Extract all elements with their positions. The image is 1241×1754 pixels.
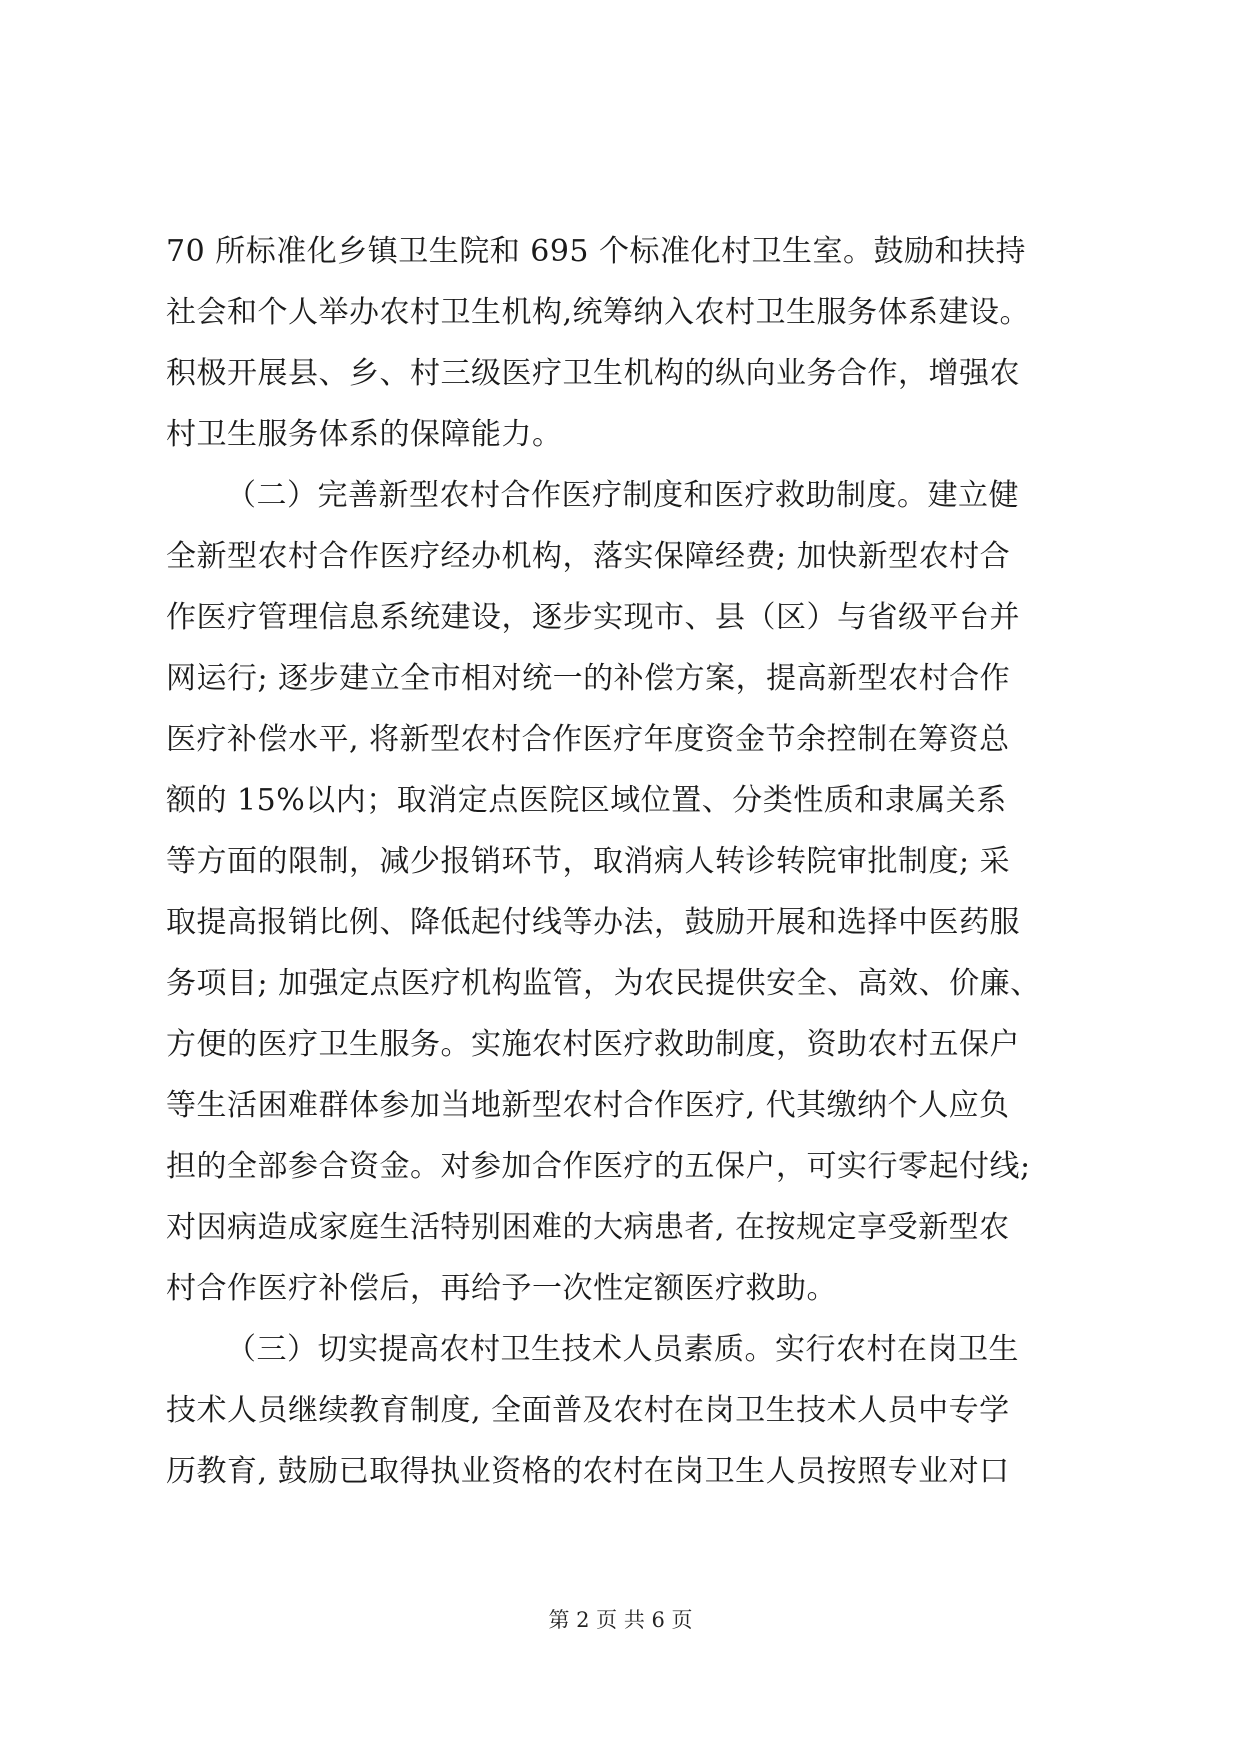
text-line: 额的 15%以内；取消定点医院区域位置、分类性质和隶属关系 [166, 783, 1007, 818]
text-line: 历教育, 鼓励已取得执业资格的农村在岗卫生人员按照专业对口 [166, 1454, 1010, 1489]
text-line: 70 所标准化乡镇卫生院和 695 个标准化村卫生室。鼓励和扶持 [166, 234, 1027, 269]
text-line: 积极开展县、乡、村三级医疗卫生机构的纵向业务合作，增强农 [166, 356, 1020, 391]
text-line: 等方面的限制，减少报销环节，取消病人转诊转院审批制度; 采 [166, 844, 1011, 879]
page-footer: 第 2 页 共 6 页 [548, 1608, 693, 1632]
text-line: 医疗补偿水平, 将新型农村合作医疗年度资金节余控制在筹资总 [166, 722, 1010, 757]
text-line: 社会和个人举办农村卫生机构,统筹纳入农村卫生服务体系建设。 [166, 295, 1031, 330]
text-line: 网运行; 逐步建立全市相对统一的补偿方案，提高新型农村合作 [166, 661, 1011, 696]
text-line: 村卫生服务体系的保障能力。 [166, 417, 563, 452]
section-heading-line: （二）完善新型农村合作医疗制度和医疗救助制度。建立健 [226, 478, 1019, 513]
text-line: 村合作医疗补偿后，再给予一次性定额医疗救助。 [166, 1271, 837, 1306]
text-line: 取提高报销比例、降低起付线等办法，鼓励开展和选择中医药服 [166, 905, 1020, 940]
text-line: 对因病造成家庭生活特别困难的大病患者, 在按规定享受新型农 [166, 1210, 1010, 1245]
text-line: 作医疗管理信息系统建设，逐步实现市、县（区）与省级平台并 [166, 600, 1020, 635]
text-line: 技术人员继续教育制度, 全面普及农村在岗卫生技术人员中专学 [166, 1393, 1010, 1428]
text-line: 务项目; 加强定点医疗机构监管，为农民提供安全、高效、价廉、 [166, 966, 1041, 1001]
text-line: 担的全部参合资金。对参加合作医疗的五保户，可实行零起付线; [166, 1149, 1031, 1184]
text-line: 等生活困难群体参加当地新型农村合作医疗, 代其缴纳个人应负 [166, 1088, 1010, 1123]
text-line: 方便的医疗卫生服务。实施农村医疗救助制度，资助农村五保户 [166, 1027, 1020, 1062]
section-heading-line: （三）切实提高农村卫生技术人员素质。实行农村在岗卫生 [226, 1332, 1019, 1367]
text-line: 全新型农村合作医疗经办机构，落实保障经费; 加快新型农村合 [166, 539, 1011, 574]
